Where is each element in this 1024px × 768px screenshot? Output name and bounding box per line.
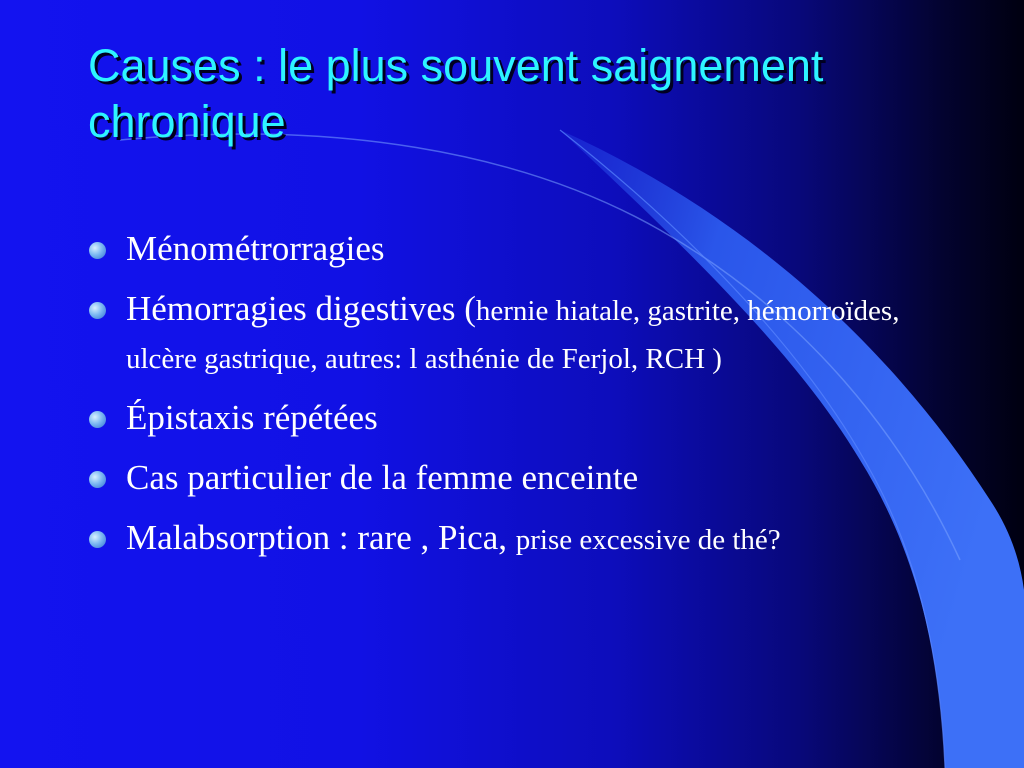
bullet-item — [88, 454, 928, 501]
bullet-main-text: Hémorragies digestives ( — [126, 289, 476, 328]
bullet-item — [88, 394, 928, 441]
bullet-item — [88, 514, 928, 562]
bullet-main-text: Épistaxis répétées — [126, 398, 378, 437]
bullet-list — [88, 225, 928, 575]
bullet-dot-icon — [89, 411, 106, 428]
bullet-dot-icon — [89, 531, 106, 548]
bullet-dot-icon — [89, 471, 106, 488]
bullet-dot-icon — [89, 302, 106, 319]
bullet-item — [88, 225, 928, 272]
bullet-detail-text: hernie hiatale, gastrite, hémorroïdes, ulcère gastrique, autres: l asthénie de Ferjol, RCH ) — [126, 295, 900, 375]
bullet-detail-text: prise excessive de thé? — [515, 524, 781, 556]
bullet-dot-icon — [89, 242, 106, 259]
bullet-main-text: Cas particulier de la femme enceinte — [126, 458, 639, 497]
bullet-main-text: Malabsorption : rare , Pica, — [126, 518, 516, 557]
bullet-item — [88, 285, 928, 381]
slide-title: Causes : le plus souvent saignement chronique — [88, 40, 824, 147]
bullet-main-text: Ménométrorragies — [126, 229, 385, 268]
